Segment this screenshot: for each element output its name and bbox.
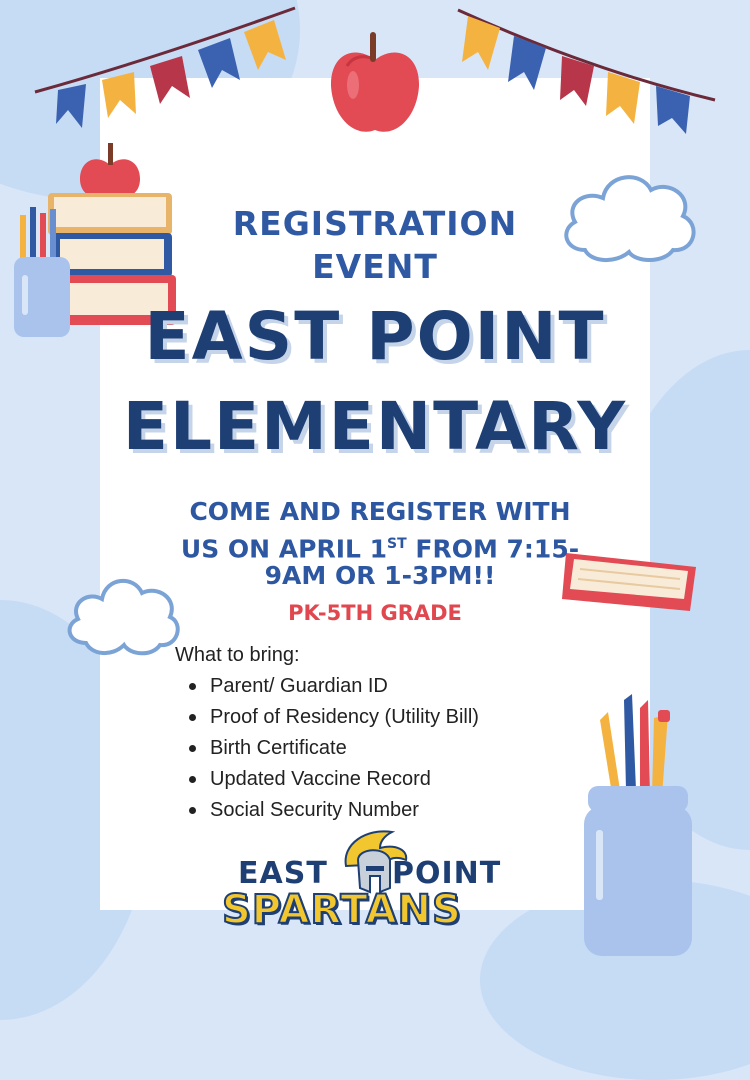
- logo-point: POINT: [392, 856, 502, 891]
- bullet-icon: [189, 714, 196, 721]
- bullet-icon: [189, 683, 196, 690]
- list-item: [185, 702, 479, 733]
- apple-icon: [325, 30, 425, 140]
- logo-spartans: SPARTANS: [222, 887, 462, 933]
- bullet-icon: [189, 745, 196, 752]
- list-item-text: Birth Certificate: [210, 737, 347, 759]
- come-register-line2-post: FROM 7:15-: [406, 534, 580, 564]
- logo-east: EAST: [238, 856, 328, 891]
- grade-range: PK-5TH GRADE: [288, 601, 462, 625]
- school-name-line1: EAST POINT: [144, 298, 606, 375]
- list-item: [185, 733, 479, 764]
- registration-heading: REGISTRATION: [232, 204, 518, 243]
- come-register-line2-pre: US ON APRIL 1: [180, 534, 388, 564]
- list-item: [185, 764, 479, 795]
- bullet-icon: [189, 807, 196, 814]
- come-register-line1: COME AND REGISTER WITH: [189, 497, 571, 526]
- school-name-line2: ELEMENTARY: [122, 388, 628, 465]
- what-to-bring-heading: What to bring:: [175, 644, 300, 666]
- list-item: [185, 795, 479, 826]
- list-item-text: Parent/ Guardian ID: [210, 675, 388, 697]
- bullet-icon: [189, 776, 196, 783]
- event-heading: EVENT: [312, 247, 438, 286]
- list-item-text: Updated Vaccine Record: [210, 768, 431, 790]
- come-register-line3: 9AM OR 1-3PM!!: [264, 561, 496, 590]
- pencil-cup-icon: [580, 690, 695, 960]
- list-item: [185, 671, 479, 702]
- list-item-text: Social Security Number: [210, 799, 419, 821]
- what-to-bring-list: [185, 671, 479, 826]
- ordinal-suffix: ST: [387, 536, 407, 552]
- list-item-text: Proof of Residency (Utility Bill): [210, 706, 479, 728]
